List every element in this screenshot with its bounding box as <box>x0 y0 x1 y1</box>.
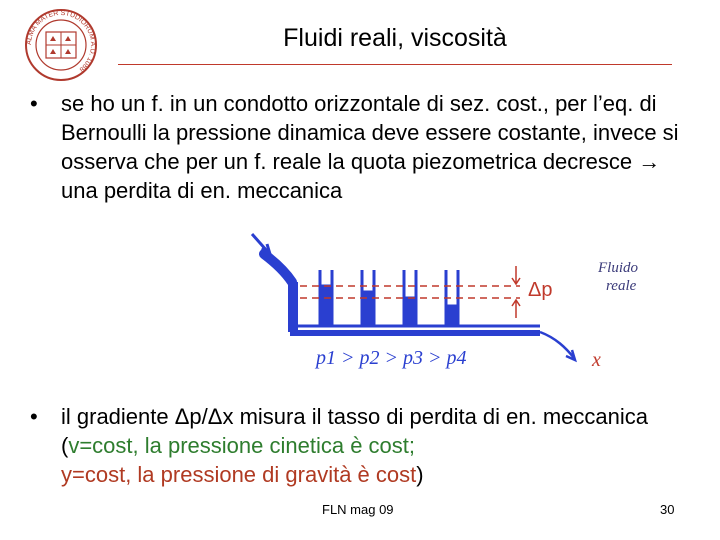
slide-title: Fluidi reali, viscosità <box>283 24 507 52</box>
fluid-label-line2: reale <box>606 278 637 294</box>
university-seal-logo <box>24 8 98 82</box>
delta-p-arrow-up <box>512 300 520 318</box>
slide-number: 30 <box>660 502 675 517</box>
bullet-1 <box>30 89 690 249</box>
bullet-1-text: se ho un f. in un condotto orizzontale di sez. cost., per l’eq. di Bernoulli la pressione dinamica deve essere costante, invece si osserva che per un f. reale la quota piezometrica decresce → una perdita di en. meccanica <box>61 91 679 203</box>
delta-p-arrow-down <box>512 266 520 284</box>
bullet-glyph: • <box>30 404 38 429</box>
logo-ring-text: ALMA MATER STUDIORUM A.D. 1088 <box>25 9 97 73</box>
fluid-label-line1: Fluido <box>598 260 638 276</box>
bullet-2-close-paren: ) <box>416 462 424 487</box>
pipe-body <box>290 330 540 336</box>
bullet-2-kinetic-note: v=cost, la pressione cinetica è cost; <box>68 433 415 458</box>
bullet-2-gravity-note: y=cost, la pressione di gravità è cost <box>61 462 417 487</box>
title-divider <box>118 64 672 65</box>
pressure-ordering-label: p1 > p2 > p3 > p4 <box>316 347 467 369</box>
bullet-2-lead: il gradiente Δp/Δx misura il tasso di perdita di en. meccanica ( <box>61 404 648 458</box>
pipe-flow-figure <box>240 226 660 376</box>
bullet-2 <box>30 402 690 494</box>
bullet-glyph: • <box>30 91 38 116</box>
bullet-2-text <box>61 402 689 489</box>
delta-p-label: Δp <box>528 279 553 301</box>
x-axis-label: x <box>592 349 601 371</box>
outflow-arrow <box>540 332 574 358</box>
footer-course-label: FLN mag 09 <box>322 502 394 517</box>
